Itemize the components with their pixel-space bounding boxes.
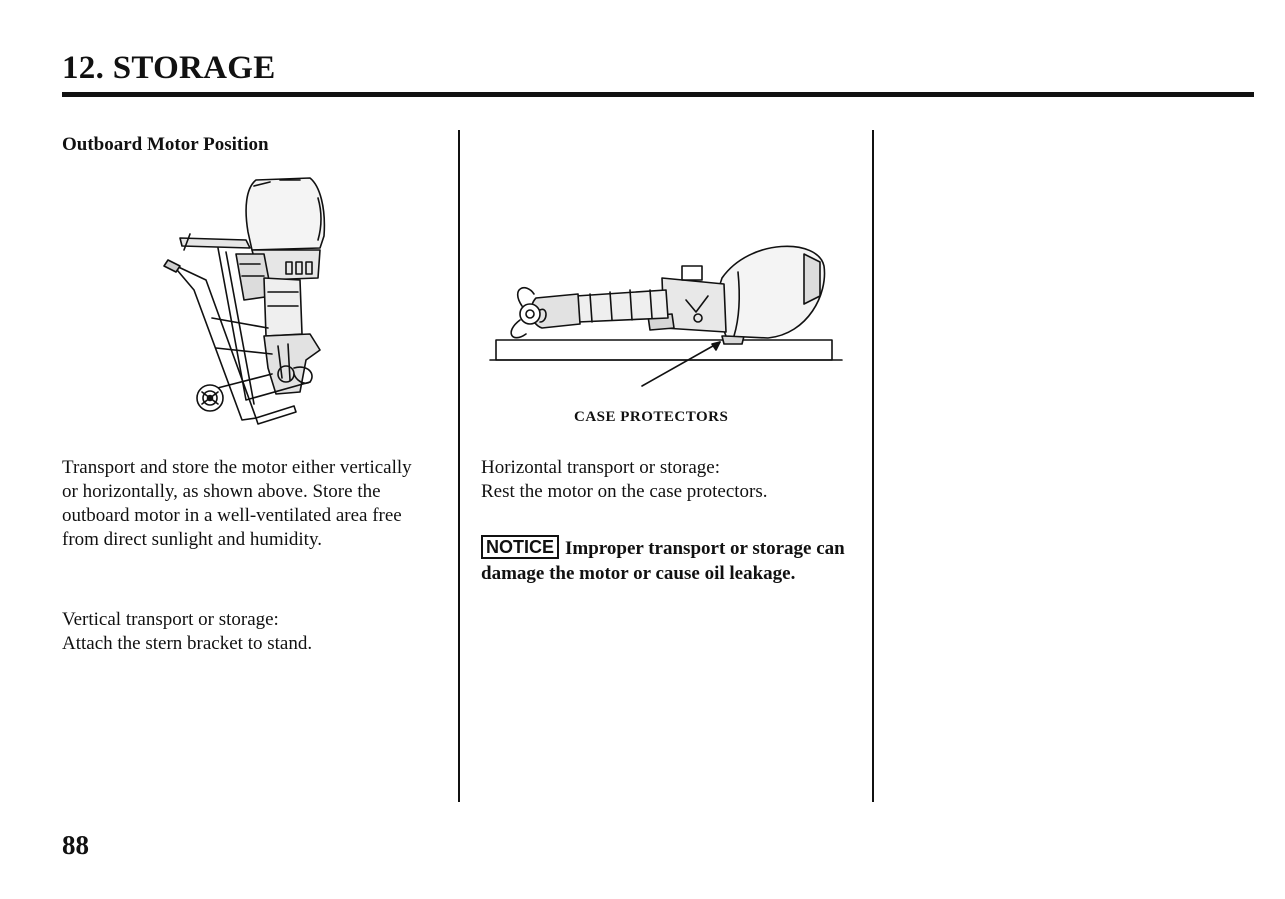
horizontal-storage-heading: Horizontal transport or storage: [481, 457, 721, 478]
vertical-storage-heading: Vertical transport or storage: [62, 609, 279, 630]
vertical-storage-text [62, 608, 432, 656]
header-rule [62, 92, 1254, 97]
horizontal-storage-instruction: Rest the motor on the case protectors. [481, 481, 768, 502]
section-title: Outboard Motor Position [62, 134, 269, 155]
storage-intro-text: Transport and store the motor either vertically or horizontally, as shown above. Store the outboard motor in a well-ventilated area free from direct sunlight and humidity. [62, 457, 412, 550]
horizontal-storage-text [481, 456, 861, 504]
notice-block [481, 535, 861, 586]
notice-text: Improper transport or storage can damage the motor or cause oil leakage. [481, 538, 845, 584]
notice-badge: NOTICE [481, 535, 559, 559]
page-title: 12. STORAGE [62, 50, 276, 86]
outboard-motor-on-stand-illustration [160, 168, 340, 440]
case-protectors-label: CASE PROTECTORS [574, 409, 729, 425]
column-divider-left [458, 130, 460, 802]
outboard-motor-horizontal-illustration [486, 232, 846, 412]
vertical-storage-instruction: Attach the stern bracket to stand. [62, 633, 313, 654]
column-divider-right [872, 130, 874, 802]
page-number: 88 [62, 830, 89, 860]
